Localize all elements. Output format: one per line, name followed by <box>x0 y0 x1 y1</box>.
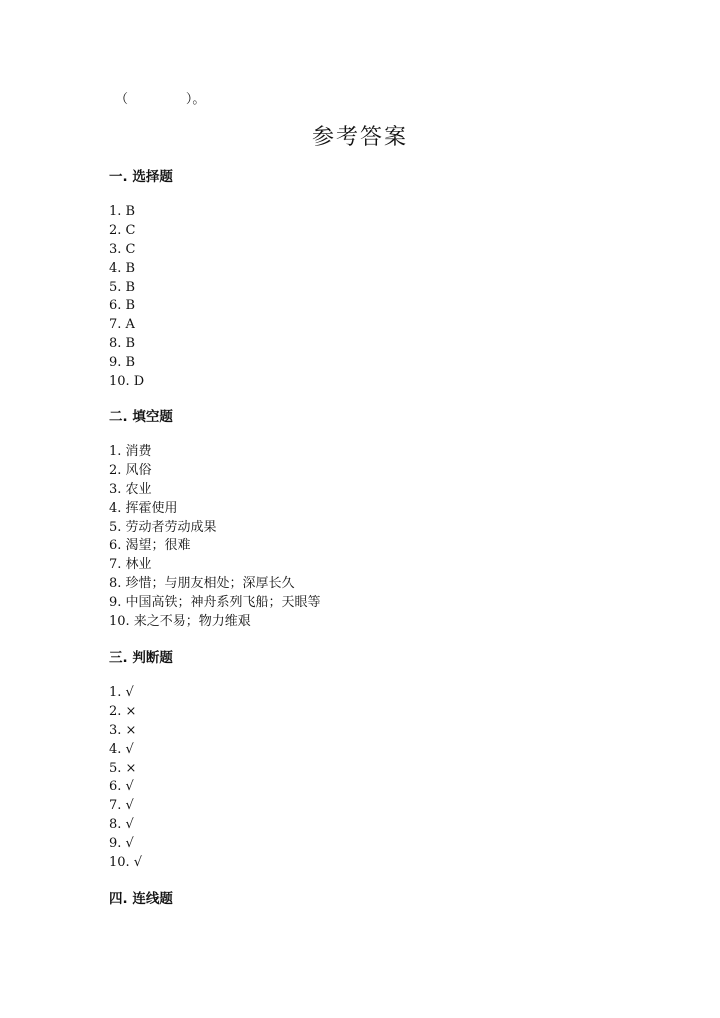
question-blank-fragment <box>115 88 205 107</box>
section-heading: 四. 连线题 <box>109 891 173 907</box>
answer-item: 3. × <box>109 722 137 738</box>
answer-item: 2. C <box>109 222 136 238</box>
answer-item: 7. 林业 <box>109 557 152 573</box>
page-title: 参考答案 <box>311 125 408 150</box>
section-heading: 二. 填空题 <box>109 409 173 425</box>
section-heading: 一. 选择题 <box>109 169 173 185</box>
answer-item: 2. 风俗 <box>109 462 152 478</box>
section-heading: 三. 判断题 <box>109 650 173 666</box>
answer-item: 1. √ <box>109 685 134 700</box>
answer-item: 1. B <box>109 204 136 219</box>
answer-item: 4. √ <box>109 741 134 757</box>
answer-item: 6. 渴望；很难 <box>109 538 191 554</box>
answer-item: 2. × <box>109 703 137 719</box>
section-true-false <box>109 649 173 873</box>
answer-item: 10. D <box>109 374 145 390</box>
answer-list <box>109 203 173 392</box>
answer-item: 4. B <box>109 260 136 276</box>
answer-item: 5. 劳动者劳动成果 <box>109 519 217 535</box>
answer-item: 4. 挥霍使用 <box>109 500 178 516</box>
answer-item: 1. 消费 <box>109 444 152 459</box>
answer-list <box>109 443 321 632</box>
close-paren: ）。 <box>185 92 206 107</box>
answer-item: 6. B <box>109 298 136 314</box>
open-paren: （ <box>115 92 129 107</box>
answer-item: 3. 农业 <box>109 481 152 497</box>
answer-item: 3. C <box>109 241 136 257</box>
answer-item: 8. 珍惜；与朋友相处；深厚长久 <box>109 576 295 592</box>
answer-item: 8. B <box>109 336 136 352</box>
answer-item: 7. A <box>109 317 135 333</box>
section-matching <box>109 890 173 909</box>
answer-item: 6. √ <box>109 779 134 795</box>
answer-item: 8. √ <box>109 817 134 833</box>
section-multiple-choice <box>109 168 173 392</box>
answer-item: 9. 中国高铁；神舟系列飞船；天眼等 <box>109 595 321 611</box>
answer-item: 9. √ <box>109 836 134 852</box>
section-fill-in-blank <box>109 408 321 632</box>
answer-item: 10. 来之不易；物力维艰 <box>109 614 251 630</box>
answer-item: 5. B <box>109 279 136 295</box>
answer-list <box>109 684 173 873</box>
answer-item: 9. B <box>109 355 136 371</box>
answer-item: 10. √ <box>109 855 143 871</box>
answer-item: 5. × <box>109 760 137 776</box>
answer-item: 7. √ <box>109 798 134 814</box>
